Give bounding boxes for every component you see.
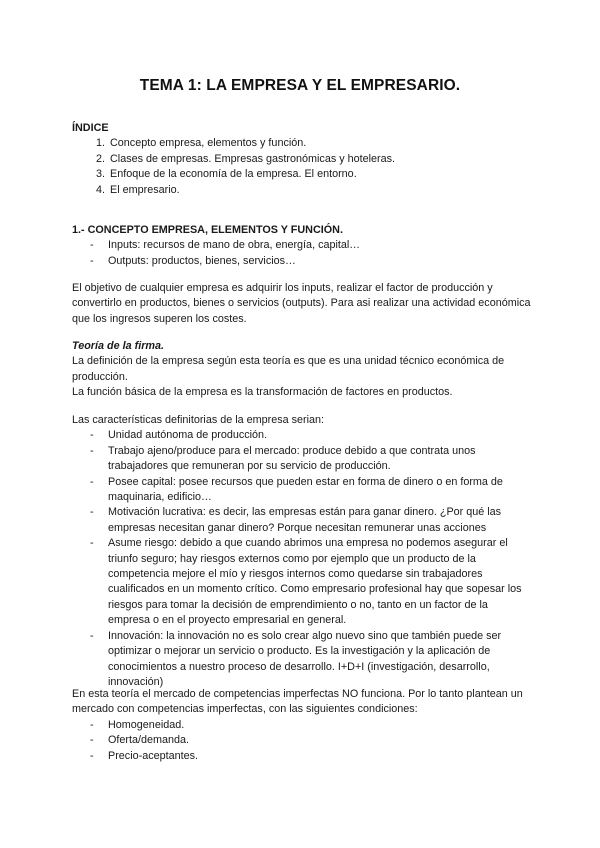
document-title: TEMA 1: LA EMPRESA Y EL EMPRESARIO. bbox=[139, 77, 461, 94]
mercado-list bbox=[72, 718, 532, 764]
caracteristicas-section bbox=[72, 413, 532, 690]
index-item: 4. El empresario. bbox=[108, 183, 532, 198]
caracteristicas-intro: Las características definitorias de la empresa serian: bbox=[72, 414, 325, 426]
index-item: 3. Enfoque de la economía de la empresa. El entorno. bbox=[108, 167, 532, 182]
teoria-paragraph: La función básica de la empresa es la transformación de factores en productos. bbox=[72, 386, 453, 399]
list-item: - Precio-aceptantes. bbox=[108, 749, 532, 764]
list-item: - Oferta/demanda. bbox=[108, 733, 532, 748]
index-heading: ÍNDICE bbox=[72, 122, 109, 134]
index-item: 1. Concepto empresa, elementos y función. bbox=[108, 136, 532, 151]
teoria-section bbox=[72, 339, 532, 401]
objetivo-paragraph: El objetivo de cualquier empresa es adquirir los inputs, realizar el factor de producción y convertirlo en productos, bienes o servicios (outputs). Para asi realizar una actividad económica que los ingresos superen los costes. bbox=[72, 282, 531, 325]
list-item: - Motivación lucrativa: es decir, las empresas están para ganar dinero. ¿Por qué las empresas necesitan ganar dinero? Porque necesitan remunerar unas acciones bbox=[108, 505, 532, 536]
concepto-list bbox=[72, 238, 532, 269]
list-item: - Posee capital: posee recursos que pueden estar en forma de dinero o en forma de maquinaria, edificio… bbox=[108, 475, 532, 506]
list-item: - Outputs: productos, bienes, servicios… bbox=[108, 254, 532, 269]
teoria-heading: Teoría de la firma. bbox=[72, 340, 165, 352]
section-concepto bbox=[72, 223, 532, 269]
teoria-paragraph: La definición de la empresa según esta teoría es que es una unidad técnico económica de producción. bbox=[72, 355, 505, 383]
list-item: - Unidad autónoma de producción. bbox=[108, 428, 532, 443]
list-item: - Asume riesgo: debido a que cuando abrimos una empresa no podemos asegurar el triunfo seguro; hay riesgos externos como por ejemplo que un producto de la competencia mejore el mío y riesgos internos como quedarse sin trabajadores cualificados en un momento crítico. Como empresario profesional hay que sopesar los riesgos para tomar la decisión de emprendimiento o no, tanto en un factor de la empresa o en el proyecto empresarial en general. bbox=[108, 536, 532, 628]
list-item: - Inputs: recursos de mano de obra, energía, capital… bbox=[108, 238, 532, 253]
section-heading: 1.- CONCEPTO EMPRESA, ELEMENTOS Y FUNCIÓN. bbox=[72, 224, 343, 236]
caracteristicas-list bbox=[72, 428, 532, 690]
index-section bbox=[72, 121, 532, 198]
list-item: - Trabajo ajeno/produce para el mercado: produce debido a que contrata unos trabajadores que remuneran por su servicio de producción. bbox=[108, 444, 532, 475]
list-item: - Homogeneidad. bbox=[108, 718, 532, 733]
objetivo-paragraph-block bbox=[72, 281, 532, 327]
mercado-section bbox=[72, 687, 532, 764]
mercado-intro: En esta teoría el mercado de competencias imperfectas NO funciona. Por lo tanto plantean un mercado con competencias imperfectas, con las siguientes condiciones: bbox=[72, 688, 523, 716]
index-list bbox=[72, 136, 532, 198]
index-item: 2. Clases de empresas. Empresas gastronómicas y hoteleras. bbox=[108, 152, 532, 167]
list-item: - Innovación: la innovación no es solo crear algo nuevo sino que también puede ser optimizar o mejorar un servicio o producto. Es la investigación y la aplicación de conocimientos a nuestro proceso de desarrollo. I+D+I (investigación, desarrollo, innovación) bbox=[108, 629, 532, 691]
